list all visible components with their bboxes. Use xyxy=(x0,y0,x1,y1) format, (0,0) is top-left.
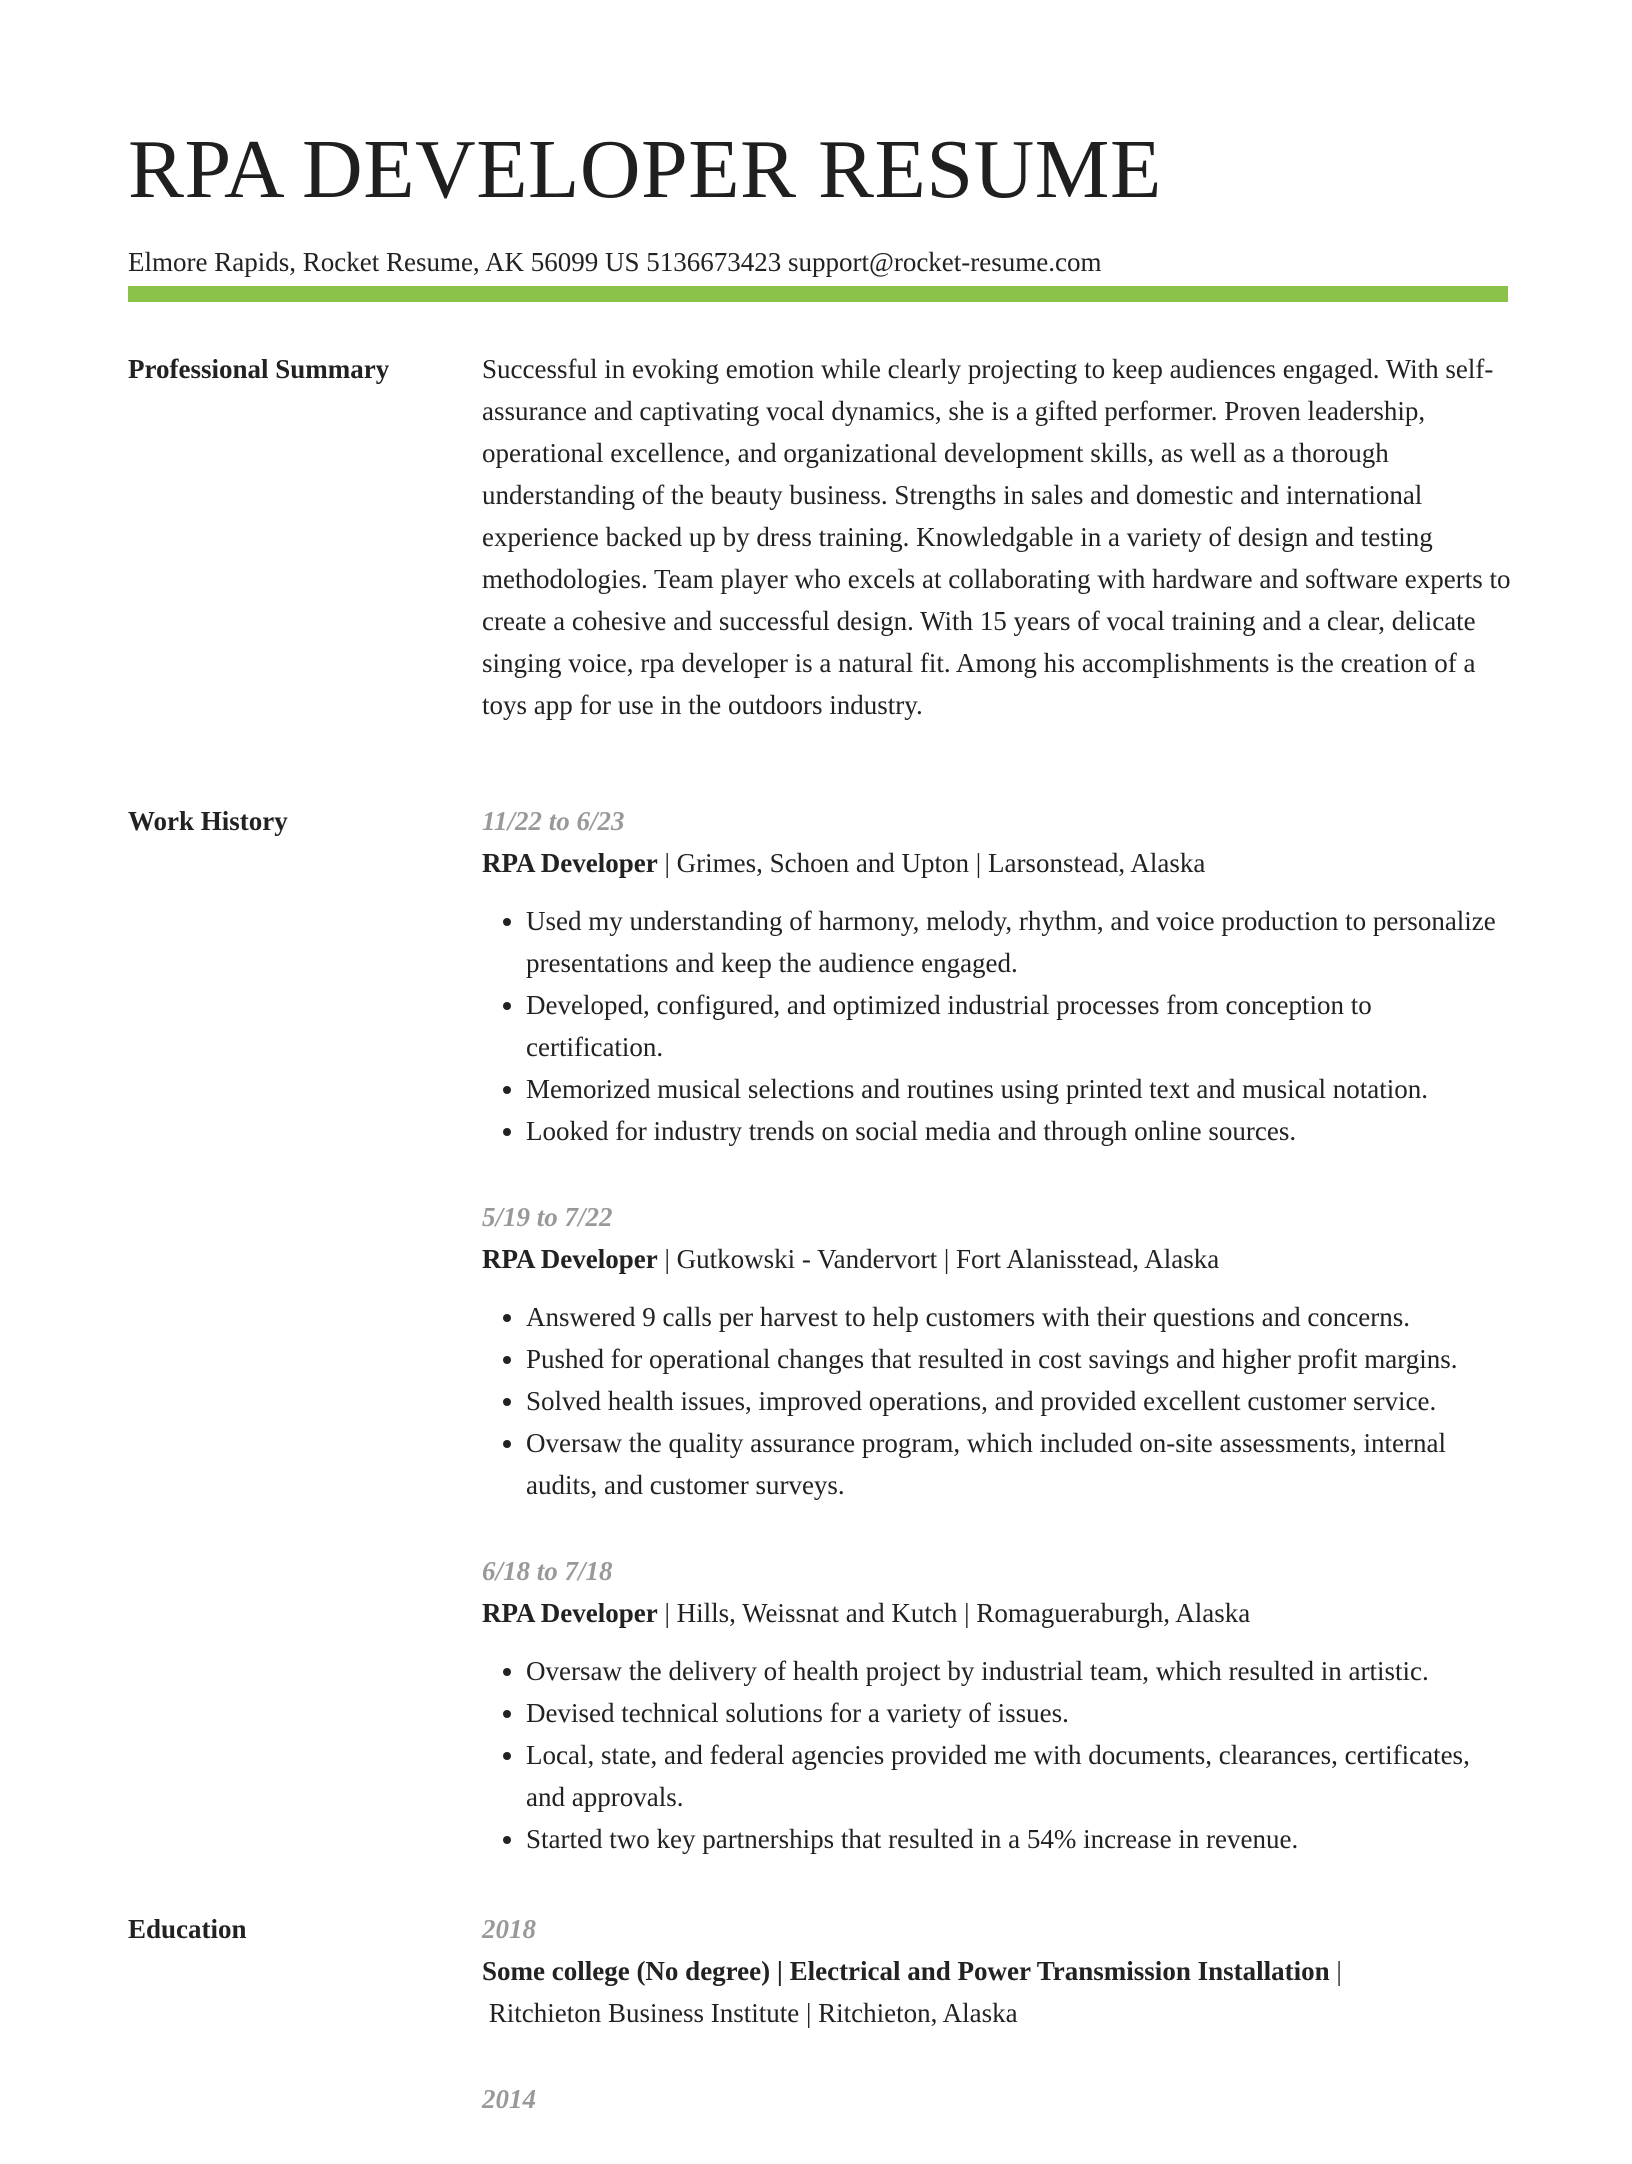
job-dates: 6/18 to 7/18 xyxy=(482,1556,613,1586)
job-entry xyxy=(482,1550,1512,1860)
job-heading xyxy=(482,842,1512,884)
job-title: RPA Developer xyxy=(482,1244,658,1274)
list-item: • Pushed for operational changes that resulted in cost savings and higher profit margins. xyxy=(526,1338,1512,1380)
job-title: RPA Developer xyxy=(482,1598,658,1628)
section-label-work-history: Work History xyxy=(128,806,288,836)
job-dates: 5/19 to 7/22 xyxy=(482,1202,613,1232)
contact-line: Elmore Rapids, Rocket Resume, AK 56099 US 5136673423 support@rocket-resume.com xyxy=(128,247,1102,277)
list-item: • Devised technical solutions for a variety of issues. xyxy=(526,1692,1512,1734)
section-label-summary: Professional Summary xyxy=(128,354,390,384)
education-heading xyxy=(482,1950,1512,1992)
job-heading xyxy=(482,1238,1512,1280)
job-bullets xyxy=(482,900,1512,1152)
job-details: | Hills, Weissnat and Kutch | Romagueraburgh, Alaska xyxy=(657,1598,1251,1628)
work-history-list xyxy=(482,800,1512,1860)
list-item: • Developed, configured, and optimized industrial processes from conception to certification. xyxy=(526,984,1512,1068)
education-school: Ritchieton Business Institute | Ritchieton, Alaska xyxy=(482,1998,1018,2028)
list-item: • Started two key partnerships that resulted in a 54% increase in revenue. xyxy=(526,1818,1512,1860)
education-separator: | xyxy=(1329,1956,1342,1986)
list-item: • Local, state, and federal agencies provided me with documents, clearances, certificates, and approvals. xyxy=(526,1734,1512,1818)
accent-divider xyxy=(128,286,1508,302)
education-list xyxy=(482,1908,1512,2164)
list-item: • Oversaw the delivery of health project by industrial team, which resulted in artistic. xyxy=(526,1650,1512,1692)
job-details: | Gutkowski - Vandervort | Fort Alanisstead, Alaska xyxy=(657,1244,1220,1274)
job-dates: 11/22 to 6/23 xyxy=(482,806,625,836)
education-entry xyxy=(482,2078,1512,2120)
list-item: • Memorized musical selections and routines using printed text and musical notation. xyxy=(526,1068,1512,1110)
list-item: • Oversaw the quality assurance program, which included on-site assessments, internal audits, and customer surveys. xyxy=(526,1422,1512,1506)
resume-header xyxy=(128,118,1508,282)
job-bullets xyxy=(482,1650,1512,1860)
education-year: 2014 xyxy=(482,2084,536,2114)
job-heading xyxy=(482,1592,1512,1634)
job-title: RPA Developer xyxy=(482,848,658,878)
summary-text: Successful in evoking emotion while clearly projecting to keep audiences engaged. With self-assurance and captivating vocal dynamics, she is a gifted performer. Proven leadership, operational excellence, and organizational development skills, as well as a thorough understanding of the beauty business. Strengths in sales and domestic and international experience backed up by dress training. Knowledgable in a variety of design and testing methodologies. Team player who excels at collaborating with hardware and software experts to create a cohesive and successful design. With 15 years of vocal training and a clear, delicate singing voice, rpa developer is a natural fit. Among his accomplishments is the creation of a toys app for use in the outdoors industry. xyxy=(482,354,1511,720)
list-item: • Solved health issues, improved operations, and provided excellent customer service. xyxy=(526,1380,1512,1422)
education-degree: Some college (No degree) | Electrical and Power Transmission Installation xyxy=(482,1956,1330,1986)
job-bullets xyxy=(482,1296,1512,1506)
education-entry xyxy=(482,1908,1512,2034)
job-details: | Grimes, Schoen and Upton | Larsonstead, Alaska xyxy=(657,848,1206,878)
resume-title: RPA DEVELOPER RESUME xyxy=(128,123,1162,216)
list-item: • Used my understanding of harmony, melody, rhythm, and voice production to personalize presentations and keep the audience engaged. xyxy=(526,900,1512,984)
list-item: • Answered 9 calls per harvest to help customers with their questions and concerns. xyxy=(526,1296,1512,1338)
job-entry xyxy=(482,800,1512,1152)
job-entry xyxy=(482,1196,1512,1506)
section-label-education: Education xyxy=(128,1914,247,1944)
list-item: • Looked for industry trends on social media and through online sources. xyxy=(526,1110,1512,1152)
education-year: 2018 xyxy=(482,1914,536,1944)
